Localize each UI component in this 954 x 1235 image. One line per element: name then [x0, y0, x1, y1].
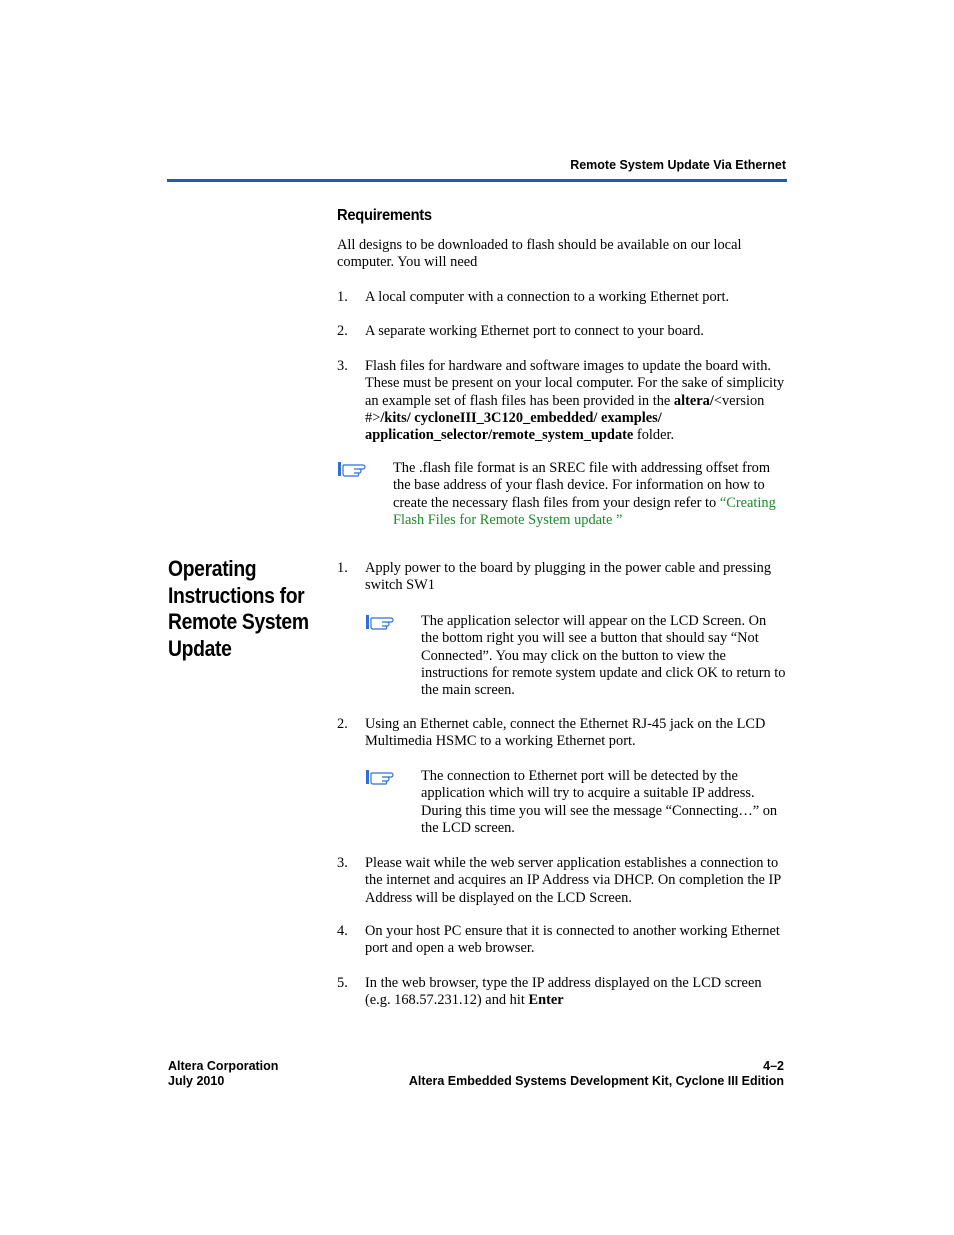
list-text: Apply power to the board by plugging in the power cable and pressing switch SW1 [365, 560, 772, 594]
list-text-part: Flash files for hardware and software images to update the board with. These must be present on your local computer. For the sake of simplicity an example set of flash files has been provided in the [365, 358, 785, 409]
list-item [337, 358, 787, 444]
pointing-hand-icon [365, 768, 421, 837]
footer-left [168, 1059, 278, 1089]
list-item [337, 323, 787, 340]
list-text [365, 975, 787, 1010]
list-text [365, 358, 787, 444]
note [337, 460, 787, 529]
list-text: Please wait while the web server application establishes a connection to the internet and acquires an IP Address via DHCP. On completion the IP Address will be displayed on the LCD Screen. [365, 855, 781, 906]
note-text: The application selector will appear on the LCD Screen. On the bottom right you will see a button that should say “Not Connected”. You may click on the button to view the instructions for remote system update and click OK to return to the main screen. [421, 613, 786, 699]
cross-reference-link[interactable]: “Creating Flash Files for Remote System update ” [393, 494, 776, 528]
pointing-hand-icon [337, 460, 393, 529]
list-number: 2. [337, 323, 348, 339]
list-number: 5. [337, 975, 348, 991]
path-text: /kits/ cycloneIII_3C120_embedded/ examples/ application_selector/remote_system_update [365, 409, 662, 444]
list-item [337, 716, 787, 751]
note-text: The connection to Ethernet port will be detected by the application which will try to acquire a suitable IP address. During this time you will see the message “Connecting…” on the LCD screen. [421, 768, 778, 836]
list-text: A separate working Ethernet port to connect to your board. [365, 323, 704, 339]
list-item [337, 975, 787, 1010]
note [365, 613, 787, 699]
list-number: 2. [337, 716, 348, 732]
note-body: The .flash file format is an SREC file with addressing offset from the base address of your flash device. For information on how to create the necessary flash files from your design refer to [393, 460, 771, 511]
note [365, 768, 787, 837]
list-text: A local computer with a connection to a working Ethernet port. [365, 289, 730, 305]
page-number: 4–2 [763, 1059, 784, 1073]
footer-date: July 2010 [168, 1074, 225, 1088]
section-heading [168, 556, 326, 663]
list-text: Using an Ethernet cable, connect the Ethernet RJ-45 jack on the LCD Multimedia HSMC to a working Ethernet port. [365, 716, 766, 750]
requirements-heading: Requirements [337, 207, 432, 224]
path-version: <version #> [365, 392, 765, 426]
requirements-intro: All designs to be downloaded to flash should be available on our local computer. You will need [337, 237, 742, 271]
book-title: Altera Embedded Systems Development Kit, Cyclone III Edition [408, 1074, 784, 1088]
key-name: Enter [528, 992, 564, 1009]
list-number: 1. [337, 560, 348, 576]
list-number: 3. [337, 855, 348, 871]
footer-company: Altera Corporation [168, 1059, 279, 1073]
list-number: 1. [337, 289, 348, 305]
footer-right [384, 1059, 784, 1089]
list-number: 3. [337, 358, 348, 374]
list-number: 4. [337, 923, 348, 939]
list-item [337, 923, 787, 958]
heading-line: Instructions for [168, 582, 305, 608]
pointing-hand-icon [365, 613, 421, 699]
running-head: Remote System Update Via Ethernet [570, 158, 786, 172]
list-text-part: In the web browser, type the IP address displayed on the LCD screen (e.g. 168.57.231.12) and hit [365, 975, 762, 1009]
list-item [337, 560, 787, 595]
list-item [337, 289, 787, 306]
list-item [337, 855, 787, 907]
list-text: On your host PC ensure that it is connected to another working Ethernet port and open a web browser. [365, 923, 780, 957]
note-text [393, 460, 787, 529]
heading-line: Update [168, 636, 232, 662]
heading-line: Operating [168, 556, 257, 581]
heading-line: Remote System [168, 609, 309, 635]
header-rule [167, 179, 787, 182]
list-text-part: folder. [633, 427, 675, 444]
path-text: altera/ [673, 392, 714, 409]
